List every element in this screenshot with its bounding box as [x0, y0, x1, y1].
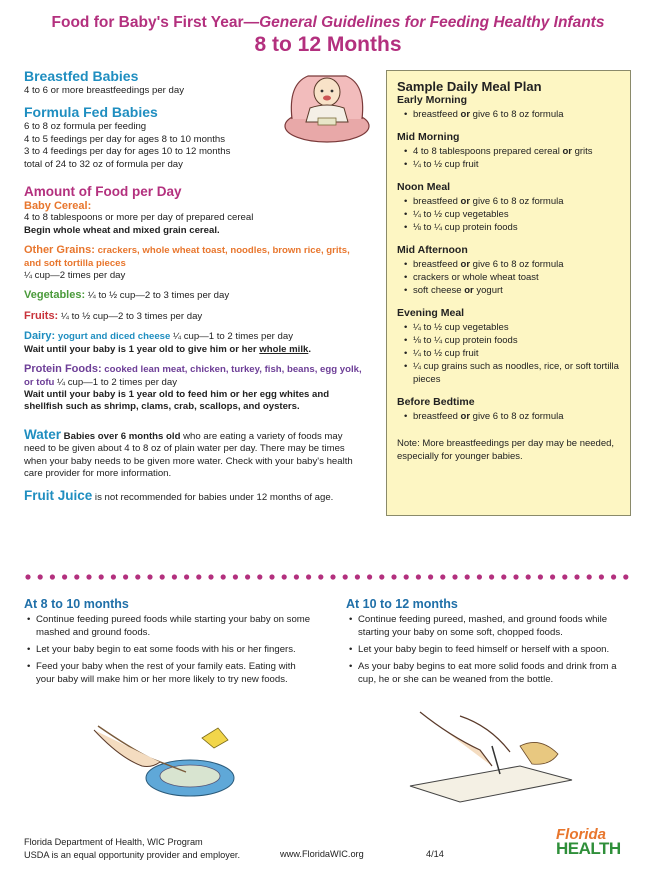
amount-heading: Amount of Food per Day — [24, 184, 182, 200]
breastfed-heading: Breastfed Babies — [24, 68, 139, 84]
page-header — [0, 14, 656, 57]
page-subtitle: 8 to 12 Months — [254, 33, 402, 56]
list-item: • Feed your baby when the rest of your family eats. Eating with your baby will make him or her more likely to try new foods. — [36, 660, 314, 686]
meal-mid-morning: Mid Morning — [397, 131, 460, 143]
meal-evening: Evening Meal — [397, 307, 465, 319]
list-item: • Continue feeding pureed foods while starting your baby on some mashed and ground foods. — [36, 613, 314, 639]
meal-item: • breastfeed or give 6 to 8 oz formula — [413, 410, 620, 423]
vegetables-label: Vegetables: — [24, 289, 86, 302]
cereal-amount: 4 to 8 tablespoons or more per day of prepared cereal — [24, 212, 254, 224]
meal-item: • 4 to 8 tablespoons prepared cereal or grits — [413, 145, 620, 158]
breastfed-text: 4 to 6 or more breastfeedings per day — [24, 85, 184, 96]
list-item: • Continue feeding pureed, mashed, and ground foods while starting your baby on some soft, chopped foods. — [358, 613, 636, 639]
meal-list — [397, 321, 620, 386]
meal-plan-title: Sample Daily Meal Plan — [397, 79, 542, 94]
meal-item: • ¼ to ½ cup fruit — [413, 347, 620, 360]
meal-item: • ¼ to ½ cup vegetables — [413, 321, 620, 334]
footer-text — [24, 836, 240, 862]
protein-items: cooked lean meat, chicken, turkey, fish, beans, egg yolk, or tofu — [24, 364, 362, 388]
meal-list — [397, 410, 620, 423]
plate-and-fork-illustration — [90, 718, 250, 804]
florida-health-logo — [556, 826, 636, 859]
juice-label: Fruit Juice — [24, 488, 93, 504]
cereal-note: Begin whole wheat and mixed grain cereal. — [24, 224, 220, 236]
protein-amount: ¼ cup—1 to 2 times per day — [54, 376, 178, 388]
formula-line: 4 to 5 feedings per day for ages 8 to 10 months — [24, 133, 226, 145]
formula-line: 3 to 4 feedings per day for ages 10 to 12 months — [24, 146, 231, 158]
logo-health: HEALTH — [556, 839, 621, 858]
cereal-label: Baby Cereal: — [24, 200, 92, 213]
fruits-amount: ¼ to ½ cup—2 to 3 times per day — [58, 310, 203, 322]
left-column — [24, 68, 364, 505]
meal-item: • breastfeed or give 6 to 8 oz formula — [413, 258, 620, 271]
water-bold: Babies over 6 months old — [61, 430, 181, 442]
footer-usda: USDA is an equal opportunity provider and employer. — [24, 850, 241, 860]
formula-heading: Formula Fed Babies — [24, 104, 158, 121]
meal-early-morning: Early Morning — [397, 94, 468, 106]
col2-heading: At 10 to 12 months — [346, 597, 458, 611]
meal-list — [397, 195, 620, 234]
dairy-label: Dairy: — [24, 330, 56, 343]
protein-note: Wait until your baby is 1 year old to feed him or her egg whites and shellfish such as shrimp, clams, crab, scallops, and oysters. — [24, 388, 330, 413]
meal-item: • breastfeed or give 6 to 8 oz formula — [413, 195, 620, 208]
formula-line: 6 to 8 oz formula per feeding — [24, 121, 147, 133]
meal-item: • ⅛ to ¼ cup protein foods — [413, 334, 620, 347]
cutting-board-illustration — [400, 706, 580, 806]
column-8-10-months — [24, 598, 314, 690]
fruits-label: Fruits: — [24, 309, 59, 322]
meal-list — [397, 145, 620, 171]
meal-item: • ¼ cup grains such as noodles, rice, or soft tortilla pieces — [413, 360, 620, 386]
formula-line: total of 24 to 32 oz of formula per day — [24, 158, 183, 170]
meal-item: • ¼ to ½ cup vegetables — [413, 208, 620, 221]
grains-items: crackers, whole wheat toast, noodles, brown rice, grits, and soft tortilla pieces — [24, 245, 350, 269]
dairy-note: Wait until your baby is 1 year old to give him or her whole milk. — [24, 343, 311, 355]
protein-label: Protein Foods: — [24, 363, 102, 376]
page-title: Food for Baby's First Year—General Guidelines for Feeding Healthy Infants — [51, 14, 605, 31]
meal-list — [397, 108, 620, 121]
meal-item: • crackers or whole wheat toast — [413, 271, 620, 284]
water-text: who are eating a variety of foods may need to be given about 4 to 8 oz of plain water per day. There may be times when your baby needs to be given more water. Check with your baby's health care provider for more information. — [24, 430, 353, 479]
meal-item: • breastfeed or give 6 to 8 oz formula — [413, 108, 620, 121]
dairy-items: yogurt and diced cheese — [55, 331, 171, 343]
vegetables-amount: ¼ to ½ cup—2 to 3 times per day — [85, 290, 230, 302]
dotted-divider — [24, 572, 632, 582]
meal-plan-box — [386, 70, 631, 516]
meal-afternoon: Mid Afternoon — [397, 244, 468, 256]
column-10-12-months — [346, 598, 636, 690]
meal-list — [397, 258, 620, 297]
meal-plan-note: Note: More breastfeedings per day may be needed, especially for younger babies. — [397, 438, 615, 462]
logo-florida: Florida — [556, 826, 607, 843]
list-item: • Let your baby begin to feed himself or herself with a spoon. — [358, 643, 636, 656]
footer-org: Florida Department of Health, WIC Program — [24, 837, 203, 847]
dairy-amount: ¼ cup—1 to 2 times per day — [170, 331, 294, 343]
meal-noon: Noon Meal — [397, 181, 451, 193]
meal-item: • soft cheese or yogurt — [413, 284, 620, 297]
footer-website[interactable]: www.FloridaWIC.org — [280, 849, 364, 859]
grains-label: Other Grains: — [24, 244, 95, 257]
meal-bedtime: Before Bedtime — [397, 396, 475, 408]
footer-date: 4/14 — [426, 849, 444, 859]
water-label: Water — [24, 426, 62, 442]
col1-heading: At 8 to 10 months — [24, 597, 129, 611]
grains-amount: ¼ cup—2 times per day — [24, 270, 126, 282]
meal-item: • ⅛ to ¼ cup protein foods — [413, 221, 620, 234]
juice-text: is not recommended for babies under 12 months of age. — [92, 492, 334, 504]
list-item: • As your baby begins to eat more solid foods and drink from a cup, he or she can be weaned from the bottle. — [358, 660, 636, 686]
list-item: • Let your baby begin to eat some foods with his or her fingers. — [36, 643, 314, 656]
meal-item: • ¼ to ½ cup fruit — [413, 158, 620, 171]
